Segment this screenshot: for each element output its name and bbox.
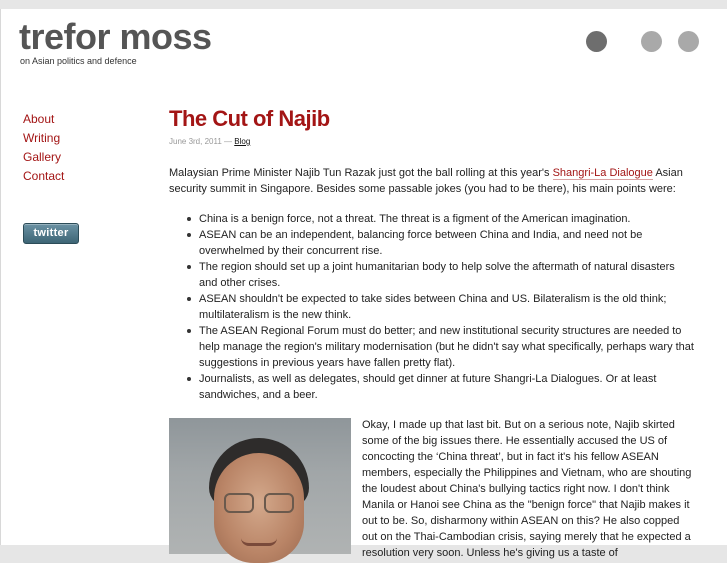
header-dot-icon	[586, 31, 607, 52]
post-content	[169, 165, 694, 403]
meta-separator: —	[224, 137, 233, 146]
sidebar-nav	[23, 110, 64, 186]
post-category-link[interactable]: Blog	[234, 137, 251, 146]
intro-text: Malaysian Prime Minister Najib Tun Razak just got the ball rolling at this year's	[169, 167, 553, 179]
list-item: Journalists, as well as delegates, should get dinner at future Shangri-La Dialogues. Or at least sandwiches, and a beer.	[187, 371, 694, 403]
post-meta	[169, 137, 250, 146]
list-item: ASEAN can be an independent, balancing force between China and India, and need not be overwhelmed by their concurrent rise.	[187, 227, 694, 259]
site-title[interactable]: trefor moss	[19, 16, 212, 57]
nav-item-contact[interactable]: Contact	[23, 169, 65, 183]
post-date: June 3rd, 2011	[169, 137, 222, 146]
shangri-la-dialogue-link[interactable]: Shangri-La Dialogue	[552, 167, 653, 179]
list-item: The region should set up a joint humanitarian body to help solve the aftermath of natural disasters and other crises.	[187, 259, 694, 291]
twitter-button[interactable]: twitter	[23, 223, 79, 244]
najib-photo	[169, 418, 351, 554]
nav-item-writing[interactable]: Writing	[23, 131, 61, 145]
list-item: The ASEAN Regional Forum must do better; and new institutional security structures are needed to help manage the region's military modernisation (but he didn't say what specifically, perhaps wary that suggestions in previous years have fallen pretty flat).	[187, 323, 694, 371]
story-paragraph: Okay, I made up that last bit. But on a serious note, Najib skirted some of the big issues there. He essentially accused the US of concocting the ‘China threat’, but in fact it's his fellow ASEAN members, especially the Philippines and Vietnam, who are shouting the loudest about China's bullying tactics right now. I don't think Manila or Hanoi see China as the "benign force" that Najib makes it out to be. So, disharmony within ASEAN on this? He also copped out on the Thai-Cambodian crisis, saying merely that he expected a resolution very soon. Unless he's giving us a taste of	[362, 419, 692, 559]
list-item: China is a benign force, not a threat. The threat is a figment of the American imagination.	[187, 211, 694, 227]
nav-item-about[interactable]: About	[23, 112, 55, 126]
header-dot-icon	[678, 31, 699, 52]
list-item: ASEAN shouldn't be expected to take sides between China and US. Bilateralism is the old think; multilateralism is the new think.	[187, 291, 694, 323]
points-list	[187, 211, 694, 403]
intro-paragraph	[169, 165, 694, 197]
page	[0, 9, 727, 559]
post-title[interactable]: The Cut of Najib	[169, 106, 330, 131]
header-dot-icon	[641, 31, 662, 52]
site-tagline: on Asian politics and defence	[20, 56, 137, 66]
intro-text-end: Asian security summit in Singapore. Besides some passable jokes (you had to be there), his main points were:	[169, 167, 683, 195]
nav-item-gallery[interactable]: Gallery	[23, 150, 62, 164]
